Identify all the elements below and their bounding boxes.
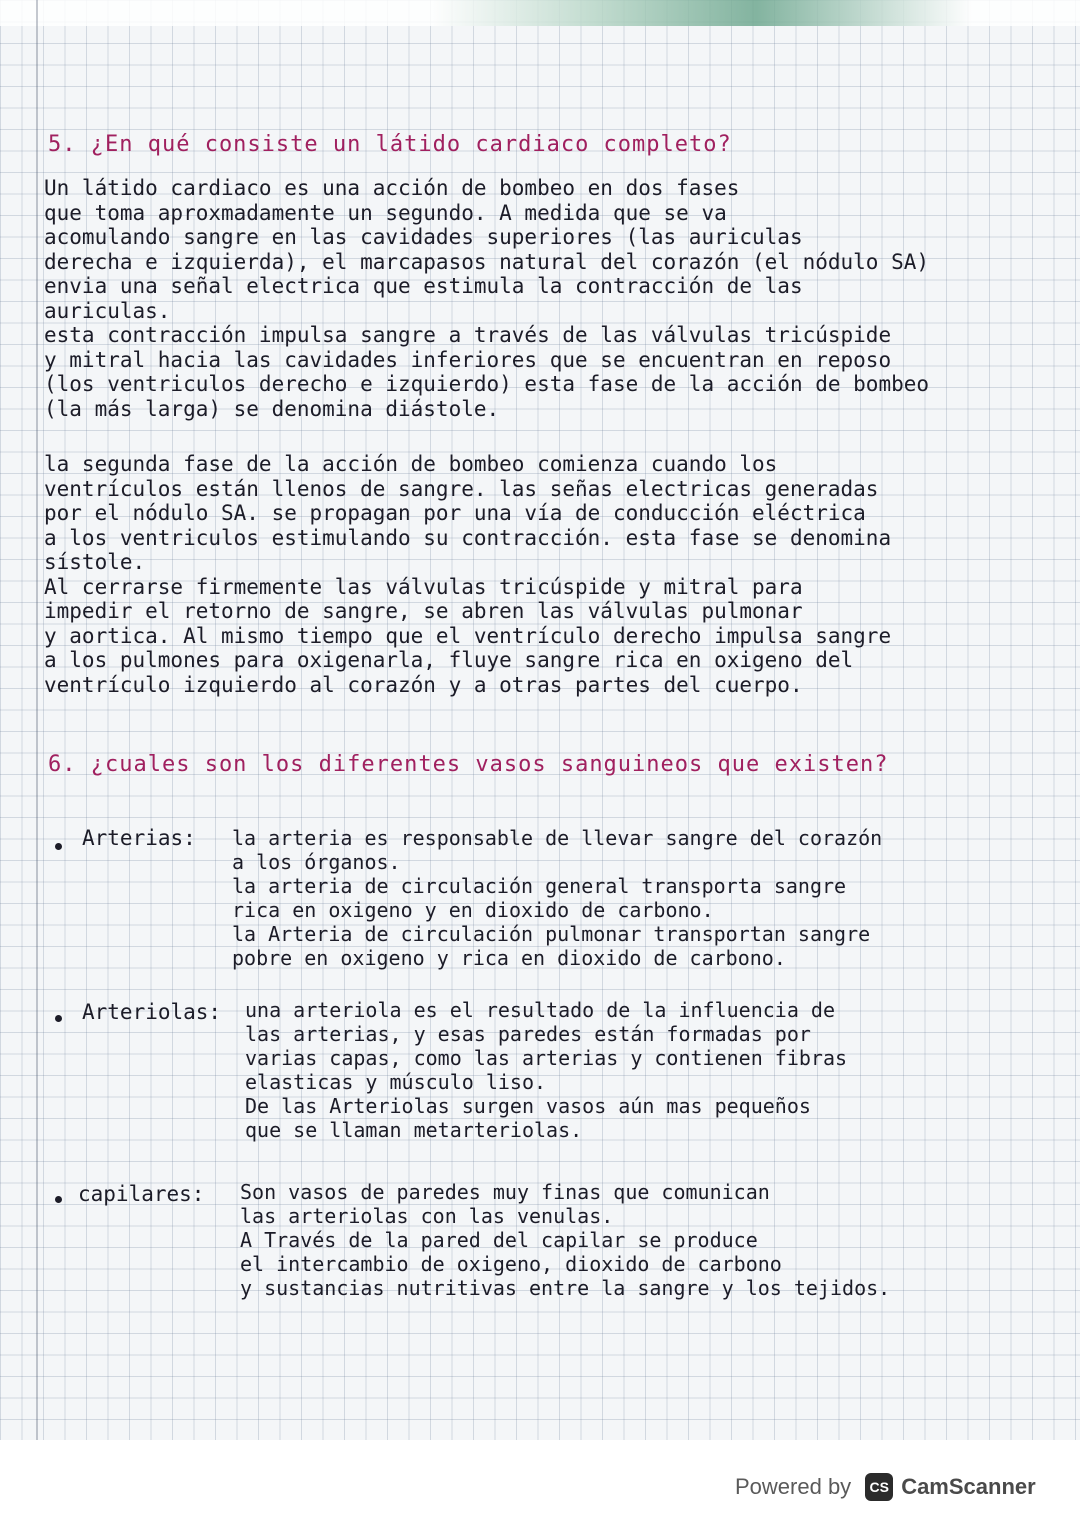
question-5-heading: 5. ¿En qué consiste un látido cardiaco completo? (48, 132, 732, 157)
bullet-icon (55, 1196, 62, 1203)
page-margin-line (36, 0, 38, 1440)
camscanner-logo-icon: CS (865, 1473, 893, 1501)
answer-5-paragraph-2: la segunda fase de la acción de bombeo comienza cuando los ventrículos están llenos de sangre. las señas electricas generadas por el nódulo SA. se propagan por una vía de conducción eléctrica a los ventriculos estimulando su contracción. esta fase se denomina sístole. Al cerrarse firmemente las válvulas tricúspide y mitral para impedir el retorno de sangre, se abren las válvulas pulmonar y aortica. Al mismo tiempo que el ventrículo derecho impulsa sangre a los pulmones para oxigenarla, fluye sangre rica en oxigeno del ventrículo izquierdo al corazón y a otras partes del cuerpo. (44, 452, 892, 697)
camscanner-brand (865, 1473, 1036, 1501)
answer-5-paragraph-1: Un látido cardiaco es una acción de bombeo en dos fases que toma aproxmadamente un segundo. A medida que se va acomulando sangre en las cavidades superiores (las auriculas derecha e izquierda), el marcapasos natural del corazón (el nódulo SA) envia una señal electrica que estimula la contracción de las auriculas. esta contracción impulsa sangre a través de las válvulas tricúspide y mitral hacia las cavidades inferiores que se encuentran en reposo (los ventriculos derecho e izquierdo) esta fase de la acción de bombeo (la más larga) se denomina diástole. (44, 176, 930, 421)
camscanner-brand-name: CamScanner (901, 1474, 1036, 1499)
term-arterias: Arterias: (82, 826, 196, 850)
powered-by-label: Powered by (735, 1474, 852, 1499)
camscanner-watermark (735, 1470, 1036, 1504)
definition-capilares: Son vasos de paredes muy finas que comunican las arteriolas con las venulas. A Través de la pared del capilar se produce el intercambio de oxigeno, dioxido de carbono y sustancias nutritivas entre la sangre y los tejidos. (240, 1180, 891, 1300)
bullet-icon (55, 843, 62, 850)
page-top-strip (0, 0, 1080, 26)
definition-arteriolas: una arteriola es el resultado de la influencia de las arterias, y esas paredes están formadas por varias capas, como las arterias y contienen fibras elasticas y músculo liso. De las Arteriolas surgen vasos aún mas pequeños que se llaman metarteriolas. (245, 998, 848, 1142)
bullet-icon (55, 1015, 62, 1022)
question-6-heading: 6. ¿cuales son los diferentes vasos sanguineos que existen? (48, 752, 889, 777)
term-arteriolas: Arteriolas: (82, 1000, 222, 1024)
definition-arterias: la arteria es responsable de llevar sangre del corazón a los órganos. la arteria de circulación general transporta sangre rica en oxigeno y en dioxido de carbono. la Arteria de circulación pulmonar transportan sangre pobre en oxigeno y rica en dioxido de carbono. (232, 826, 883, 970)
term-capilares: capilares: (78, 1182, 205, 1206)
